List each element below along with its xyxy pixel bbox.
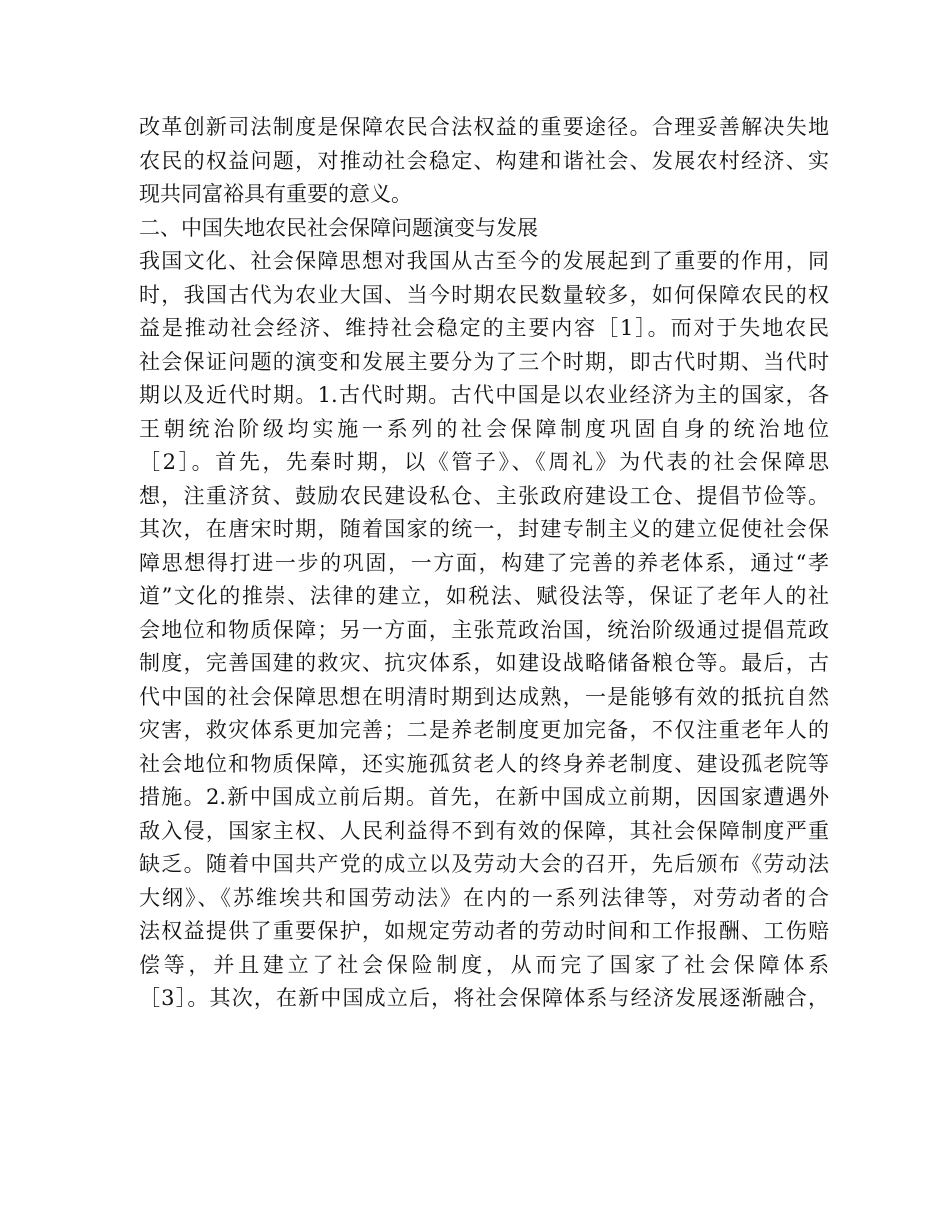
- text-line: 偿等，并且建立了社会保险制度，从而完了国家了社会保障体系: [139, 952, 829, 977]
- text-line: ［2］。首先，先秦时期，以《管子》、《周礼》为代表的社会保障思: [139, 450, 829, 474]
- text-line: 法权益提供了重要保护，如规定劳动者的劳动时间和工作报酬、工伤赔: [139, 919, 829, 943]
- text-line: 措施。2.新中国成立前后期。首先，在新中国成立前期，因国家遭遇外: [139, 785, 829, 809]
- text-line: 敌入侵，国家主权、人民利益得不到有效的保障，其社会保障制度严重: [139, 818, 829, 843]
- document-body: [139, 111, 829, 1016]
- text-line: 想，注重济贫、鼓励农民建设私仓、主张政府建设工仓、提倡节俭等。: [139, 483, 829, 508]
- text-line: 农民的权益问题，对推动社会稳定、构建和谐社会、发展农村经济、实: [139, 148, 829, 173]
- text-line: 我国文化、社会保障思想对我国从古至今的发展起到了重要的作用，同: [139, 249, 829, 273]
- text-line: 时，我国古代为农业大国、当今时期农民数量较多，如何保障农民的权: [139, 282, 829, 307]
- text-line: 制度，完善国建的救灾、抗灾体系，如建设战略储备粮仓等。最后，古: [139, 651, 829, 675]
- text-line: 灾害，救灾体系更加完善；二是养老制度更加完备，不仅注重老年人的: [139, 718, 829, 742]
- text-line: 现共同富裕具有重要的意义。: [139, 182, 412, 206]
- text-line: 代中国的社会保障思想在明清时期到达成熟，一是能够有效的抵抗自然: [139, 684, 829, 709]
- text-line: 障思想得打进一步的巩固，一方面，构建了完善的养老体系，通过“孝: [139, 550, 829, 575]
- text-line: 其次，在唐宋时期，随着国家的统一，封建专制主义的建立促使社会保: [139, 517, 829, 541]
- text-line: 缺乏。随着中国共产党的成立以及劳动大会的召开，先后颁布《劳动法: [139, 852, 829, 876]
- text-line: 社会地位和物质保障，还实施孤贫老人的终身养老制度、建设孤老院等: [139, 751, 829, 776]
- text-line: 道”文化的推崇、法律的建立，如税法、赋役法等，保证了老年人的社: [139, 584, 829, 608]
- text-line: 改革创新司法制度是保障农民合法权益的重要途径。合理妥善解决失地: [139, 115, 829, 139]
- text-line: 益是推动社会经济、维持社会稳定的主要内容［1］。而对于失地农民: [139, 316, 829, 340]
- text-line: 期以及近代时期。1.古代时期。古代中国是以农业经济为主的国家，各: [139, 383, 829, 407]
- section-heading: 二、中国失地农民社会保障问题演变与发展: [139, 215, 538, 240]
- text-line: 大纲》、《苏维埃共和国劳动法》在内的一系列法律等，对劳动者的合: [139, 885, 829, 910]
- text-line: 王朝统治阶级均实施一系列的社会保障制度巩固自身的统治地位: [139, 416, 829, 441]
- text-line: ［3］。其次，在新中国成立后，将社会保障体系与经济发展逐渐融合，: [139, 986, 829, 1010]
- text-line: 会地位和物质保障；另一方面，主张荒政治国，统治阶级通过提倡荒政: [139, 617, 829, 642]
- text-line: 社会保证问题的演变和发展主要分为了三个时期，即古代时期、当代时: [139, 349, 829, 374]
